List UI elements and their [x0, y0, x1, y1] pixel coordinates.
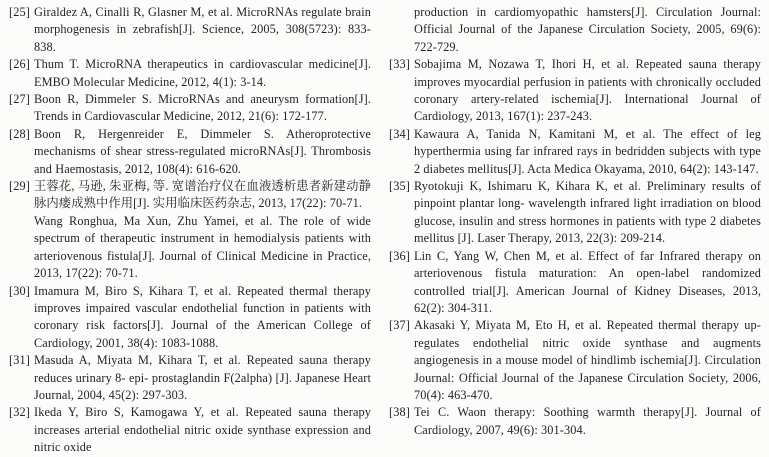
reference-text: Boon R, Hergenreider E, Dimmeler S. Atheroprotective mechanisms of shear stress-regulated microRNAs[J]. Thrombosis and Haemostasis, 2012, 108(4): 616-620. [34, 126, 371, 176]
reference-entry-36 [389, 248, 761, 318]
reference-number: [25] [9, 5, 30, 19]
references-right-column [389, 4, 761, 437]
reference-number: [29] [9, 179, 30, 194]
reference-text: Boon R, Dimmeler S. MicroRNAs and aneurysm formation[J]. Trends in Cardiovascular Medicine, 2012, 21(6): 172-177. [34, 92, 371, 124]
reference-text: Thum T. MicroRNA therapeutics in cardiovascular medicine[J]. EMBO Molecular Medicine, 2012, 4(1): 3-14. [34, 57, 371, 89]
reference-text: Wang Ronghua, Ma Xun, Zhu Yamei, et al. The role of wide spectrum of therapeutic instrument in hemodialysis patients with arteriovenous fistula[J]. Journal of Clinical Medicine in Practice, 2013, 17(22): 70-71. [34, 213, 371, 281]
reference-text: Imamura M, Biro S, Kihara T, et al. Repeated thermal therapy improves impaired vascular endothelial function in patients with coronary risk factors[J]. Journal of the American College of Cardiology, 2001, 38(4): 1083-1088. [34, 283, 371, 350]
reference-text: Ryotokuji K, Ishimaru K, Kihara K, et al. Preliminary results of pinpoint plantar long- wavelength infrared light irradiation on blood glucose, insulin and stress hormones in patients with type 2 diabetes mellitus [J]. Laser Therapy, 2013, 22(3): 209-214. [414, 179, 761, 246]
reference-entry-29-translation [9, 213, 371, 283]
reference-number: [34] [389, 126, 410, 141]
reference-entry-29 [9, 178, 371, 213]
reference-entry-37 [389, 317, 761, 404]
reference-text: Masuda A, Miyata M, Kihara T, et al. Repeated sauna therapy reduces urinary 8- epi- prostaglandin F(2alpha) [J]. Japanese Heart Journal, 2004, 45(2): 297-303. [34, 353, 371, 402]
reference-number: [33] [389, 57, 410, 72]
reference-entry-38 [389, 404, 761, 439]
reference-entry-28 [9, 126, 371, 178]
reference-number: [26] [9, 57, 30, 72]
reference-entry-30 [9, 283, 371, 353]
reference-text: Tei C. Waon therapy: Soothing warmth therapy[J]. Journal of Cardiology, 2007, 49(6): 301-304. [414, 405, 761, 437]
reference-text: production in cardiomyopathic hamsters[J]. Circulation Journal: Official Journal of the Japanese Circulation Society, 2005, 69(6): 722-729. [414, 5, 761, 54]
reference-entry-34 [389, 126, 761, 178]
reference-number: [27] [9, 92, 30, 107]
reference-entry-33 [389, 56, 761, 126]
reference-entry-25 [9, 4, 371, 56]
reference-entry-35 [389, 178, 761, 248]
reference-number: [30] [9, 283, 30, 298]
reference-number: [38] [389, 405, 410, 420]
reference-entry-27 [9, 91, 371, 126]
reference-text-chinese: 王蓉花, 马逊, 朱亚梅, 等. 宽谱治疗仪在血液透析患者新建动静脉内瘘成熟中作用[J]. 实用临床医药杂志, 2013, 17(22): 70-71. [34, 179, 371, 211]
reference-number: [32] [9, 405, 30, 420]
reference-text: Giraldez A, Cinalli R, Glasner M, et al. MicroRNAs regulate brain morphogenesis in zebrafish[J]. Science, 2005, 308(5723): 833-838. [34, 5, 371, 54]
reference-number: [31] [9, 353, 30, 368]
reference-entry-32 [9, 404, 371, 456]
reference-number: [28] [9, 126, 30, 141]
reference-text: Sobajima M, Nozawa T, Ihori H, et al. Repeated sauna therapy improves myocardial perfusion in patients with chronically occluded coronary artery-related ischemia[J]. International Journal of Cardiology, 2013, 167(1): 237-243. [414, 57, 761, 124]
reference-text: Akasaki Y, Miyata M, Eto H, et al. Repeated thermal therapy up-regulates endothelial nitric oxide synthase and augments angiogenesis in a mouse model of hindlimb ischemia[J]. Circulation Journal: Official Journal of the Japanese Circulation Society, 2006, 70(4): 463-470. [414, 318, 761, 402]
reference-text: Kawaura A, Tanida N, Kamitani M, et al. The effect of leg hyperthermia using far infrared rays in bedridden subjects with type 2 diabetes mellitus[J]. Acta Medica Okayama, 2010, 64(2): 143-147. [414, 126, 761, 176]
reference-text: Lin C, Yang W, Chen M, et al. Effect of far Infrared therapy on arteriovenous fistula maturation: An open-label randomized controlled trial[J]. American Journal of Kidney Diseases, 2013, 62(2): 304-311. [414, 248, 761, 315]
reference-number: [35] [389, 179, 410, 194]
reference-number: [37] [389, 318, 410, 333]
reference-entry-31 [9, 352, 371, 404]
reference-text: Ikeda Y, Biro S, Kamogawa Y, et al. Repeated sauna therapy increases arterial endothelial nitric oxide synthase expression and nitric oxide [34, 405, 371, 455]
reference-entry-26 [9, 56, 371, 91]
reference-number: [36] [389, 248, 410, 263]
references-left-column [9, 4, 371, 455]
reference-entry-32-continuation [389, 4, 761, 56]
